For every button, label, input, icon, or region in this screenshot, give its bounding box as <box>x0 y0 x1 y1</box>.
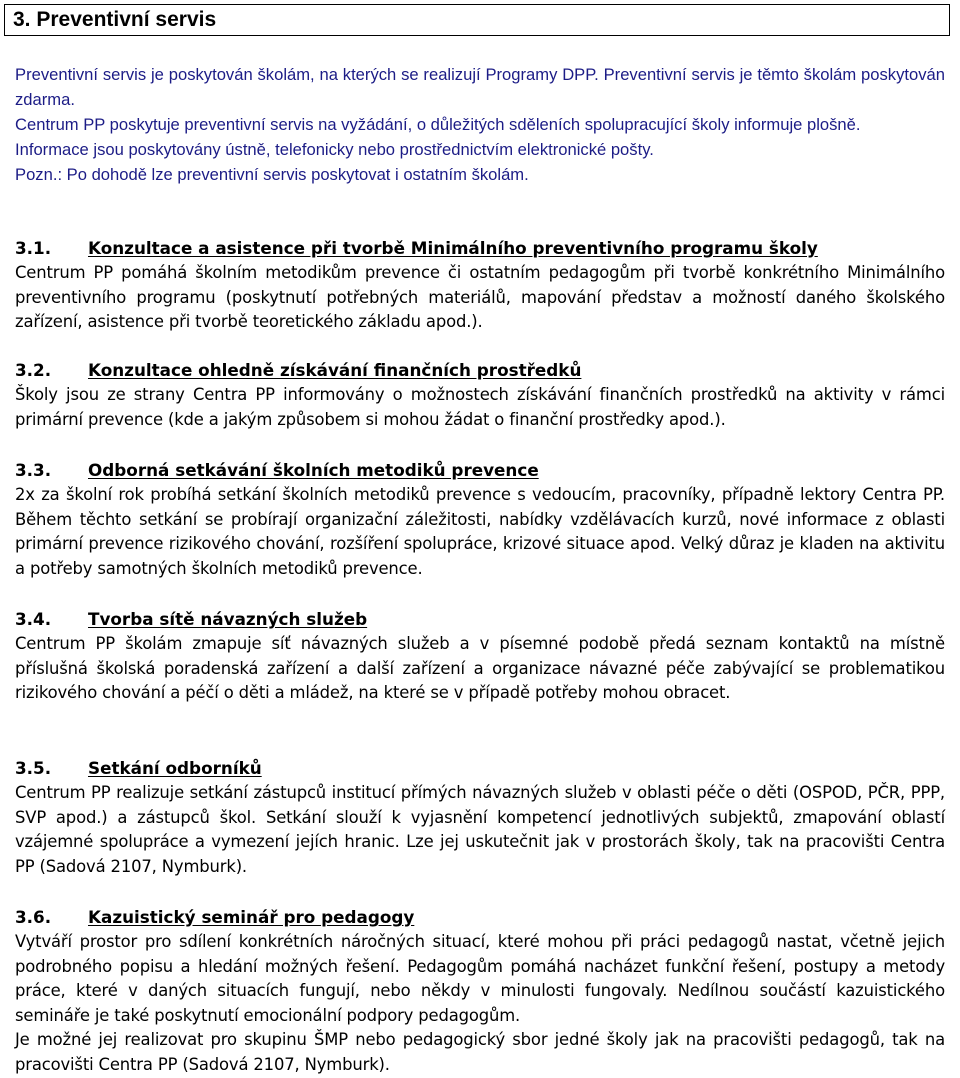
paragraph: Školy jsou ze strany Centra PP informovány o možnostech získávání finančních prostředků na aktivity v rámci primární prevence (kde a jakým způsobem si mohou žádat o finanční prostředky apod.). <box>15 385 945 429</box>
section-body <box>15 483 945 581</box>
paragraph: 2x za školní rok probíhá setkání školních metodiků prevence s vedoucím, pracovníky, případně lektory Centra PP. Během těchto setkání se probírají organizační záležitosti, nabídky vzdělávacích kurzů, nové informace z oblasti primární prevence rizikového chování, rozšíření spolupráce, krizové situace apod. Velký důraz je kladen na aktivitu a potřeby samotných školních metodiků prevence. <box>15 485 945 578</box>
section-title <box>15 358 945 383</box>
section-number: 3.3. <box>15 460 52 480</box>
intro-line: Preventivní servis je poskytován školám, na kterých se realizují Programy DPP. Preventivní servis je těmto školám poskytován zdarma. <box>15 65 945 109</box>
section-3-5 <box>15 756 945 879</box>
section-title-text: Konzultace ohledně získávání finančních prostředků <box>88 360 582 380</box>
section-title-text: Setkání odborníků <box>88 758 262 778</box>
section-title-text: Odborná setkávání školních metodiků prevence <box>88 460 539 480</box>
section-3-1 <box>15 236 945 335</box>
section-title <box>15 905 945 930</box>
intro-line: Informace jsou poskytovány ústně, telefonicky nebo prostřednictvím elektronické pošty. <box>15 140 654 159</box>
section-body <box>15 781 945 879</box>
intro-block <box>15 62 945 187</box>
note-label: Pozn. <box>15 165 58 184</box>
page-heading <box>4 4 950 36</box>
section-number: 3.6. <box>15 907 52 927</box>
section-number: 3.4. <box>15 609 52 629</box>
paragraph: Centrum PP realizuje setkání zástupců institucí přímých návazných služeb v oblasti péče o děti (OSPOD, PČR, PPP, SVP apod.) a zástupců škol. Setkání slouží k vyjasnění kompetencí jednotlivých subjektů, zmapování oblastí vzájemné spolupráce a vymezení jejích hranic. Lze jej uskutečnit jak v prostorách školy, tak na pracovišti Centra PP (Sadová 2107, Nymburk). <box>15 783 945 876</box>
section-body <box>15 930 945 1077</box>
heading-title: Preventivní servis <box>36 8 217 31</box>
section-title-text: Kazuistický seminář pro pedagogy <box>88 907 415 927</box>
paragraph: Vytváří prostor pro sdílení konkrétních náročných situací, které mohou při práci pedagogů nastat, včetně jejich podrobného popisu a hledání možných řešení. Pedagogům pomáhá nacházet funkční řešení, postupy a metody práce, které v daných situacích fungují, nebo někdy v minulosti fungovaly. Nedílnou součástí kazuistického semináře je také poskytnutí emocionální podpory pedagogům. <box>15 932 945 1025</box>
section-number: 3.2. <box>15 360 52 380</box>
section-3-3 <box>15 458 945 581</box>
section-number: 3.5. <box>15 758 52 778</box>
section-title <box>15 458 945 483</box>
section-title <box>15 756 945 781</box>
paragraph: Centrum PP pomáhá školním metodikům prevence či ostatním pedagogům při tvorbě konkrétního Minimálního preventivního programu (poskytnutí potřebných materiálů, mapování představ a možností daného školského zařízení, asistence při tvorbě teoretického základu apod.). <box>15 263 945 331</box>
heading-number: 3. <box>13 8 31 31</box>
intro-line: Centrum PP poskytuje preventivní servis na vyžádání, o důležitých sděleních spolupracující školy informuje plošně. <box>15 115 861 134</box>
section-title <box>15 607 945 632</box>
section-3-2 <box>15 358 945 432</box>
section-3-4 <box>15 607 945 706</box>
intro-note <box>15 162 945 187</box>
section-body <box>15 632 945 706</box>
section-title-text: Tvorba sítě návazných služeb <box>88 609 368 629</box>
section-3-6 <box>15 905 945 1077</box>
section-body <box>15 383 945 432</box>
section-body <box>15 261 945 335</box>
note-text: : Po dohodě lze preventivní servis poskytovat i ostatním školám. <box>57 165 529 184</box>
section-title-text: Konzultace a asistence při tvorbě Minimálního preventivního programu školy <box>88 238 818 258</box>
paragraph: Centrum PP školám zmapuje síť návazných služeb a v písemné podobě předá seznam kontaktů na místně příslušná školská poradenská zařízení a další zařízení a organizace návazné péče zabývající se problematikou rizikového chování a péčí o děti a mládež, na které se v případě potřeby mohou obracet. <box>15 634 945 702</box>
paragraph: Je možné jej realizovat pro skupinu ŠMP nebo pedagogický sbor jedné školy jak na pracovišti pedagogů, tak na pracovišti Centra PP (Sadová 2107, Nymburk). <box>15 1030 945 1074</box>
section-title <box>15 236 945 261</box>
section-number: 3.1. <box>15 238 52 258</box>
